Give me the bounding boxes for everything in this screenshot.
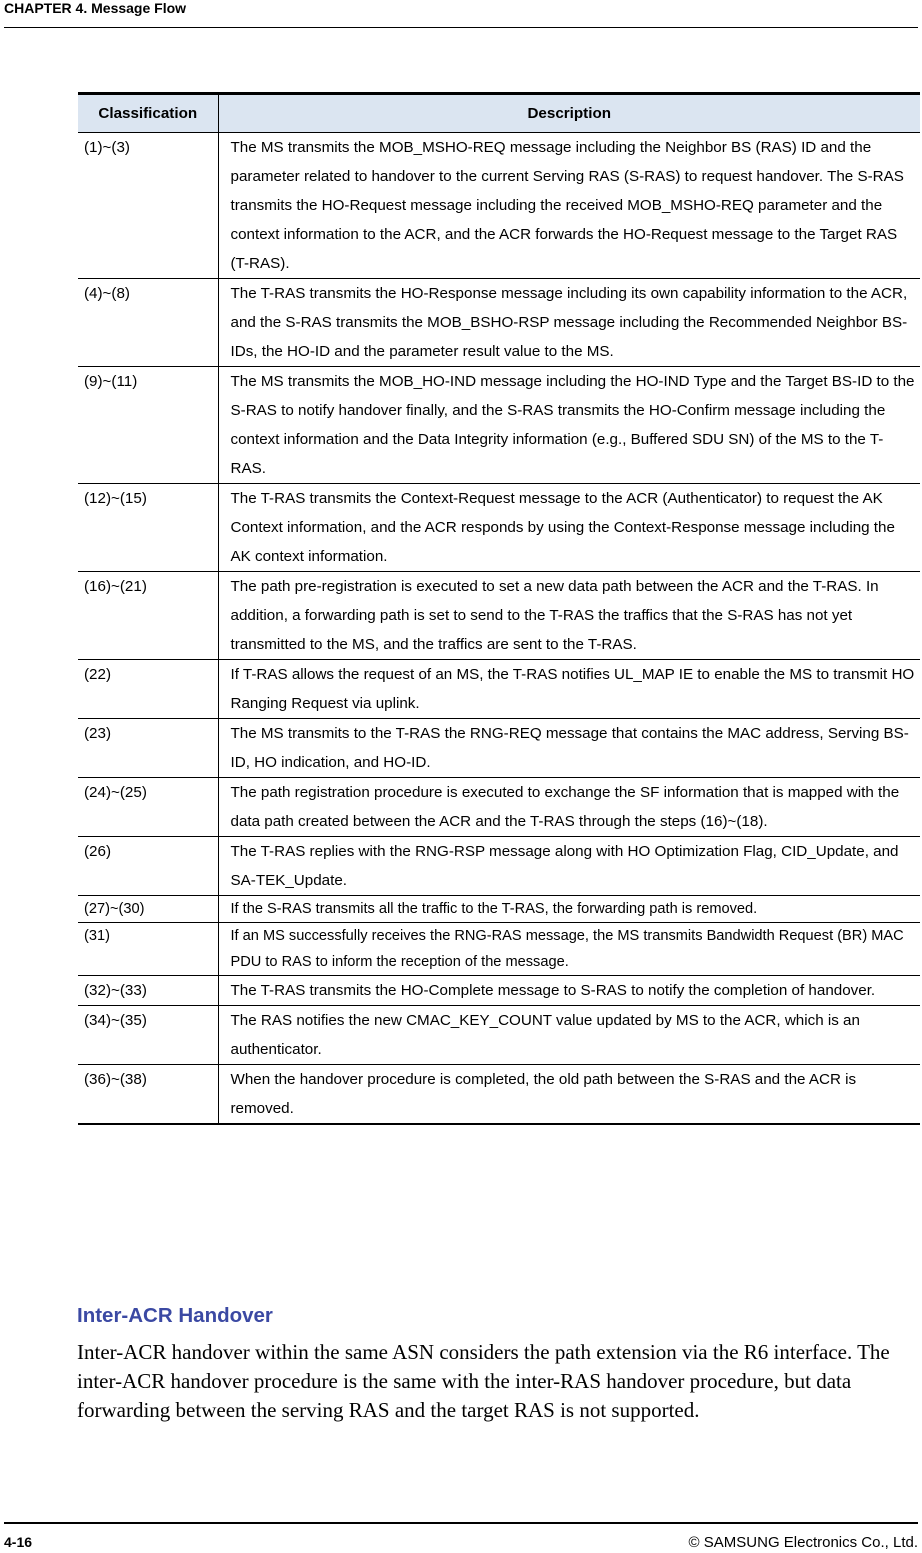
row-classification: (36)~(38): [78, 1065, 218, 1125]
header-classification: Classification: [78, 94, 218, 133]
row-classification: (16)~(21): [78, 572, 218, 660]
copyright: © SAMSUNG Electronics Co., Ltd.: [688, 1534, 918, 1551]
row-classification: (23): [78, 719, 218, 778]
row-classification: (32)~(33): [78, 976, 218, 1006]
message-flow-table: [78, 92, 920, 1125]
row-classification: (22): [78, 660, 218, 719]
row-classification: (27)~(30): [78, 896, 218, 923]
table-row: [78, 660, 920, 719]
page-footer: [4, 1522, 918, 1553]
section-body: Inter-ACR handover within the same ASN considers the path extension via the R6 interface. The inter-ACR handover procedure is the same with the inter-RAS handover procedure, but data forwarding between the serving RAS and the target RAS is not supported.: [77, 1340, 890, 1422]
table-row: [78, 279, 920, 367]
table-row: [78, 837, 920, 896]
row-description: The RAS notifies the new CMAC_KEY_COUNT value updated by MS to the ACR, which is an authenticator.: [218, 1006, 920, 1065]
table-row: [78, 1065, 920, 1125]
table-row: [78, 896, 920, 923]
chapter-header: [4, 0, 918, 28]
section-heading: Inter-ACR Handover: [77, 1304, 273, 1327]
table-row: [78, 367, 920, 484]
row-description: When the handover procedure is completed, the old path between the S-RAS and the ACR is removed.: [230, 1071, 857, 1117]
row-description: The MS transmits the MOB_MSHO-REQ message including the Neighbor BS (RAS) ID and the parameter related to handover to the current Serving RAS (S-RAS) to request handover. The S-RAS transmits the HO-Request message including the received MOB_MSHO-REQ parameter and the context information to the ACR, and the ACR forwards the HO-Request message to the Target RAS (T-RAS).: [218, 133, 920, 279]
header-description: Description: [218, 94, 920, 133]
chapter-title: CHAPTER 4. Message Flow: [4, 0, 187, 16]
row-classification: (12)~(15): [78, 484, 218, 572]
row-classification: (24)~(25): [78, 778, 218, 837]
row-description: The T-RAS transmits the Context-Request message to the ACR (Authenticator) to request the AK Context information, and the ACR responds by using the Context-Response message including the AK context information.: [218, 484, 920, 572]
row-description: If T-RAS allows the request of an MS, the T-RAS notifies UL_MAP IE to enable the MS to transmit HO Ranging Request via uplink.: [218, 660, 920, 719]
row-classification: (9)~(11): [78, 367, 218, 484]
row-description: The path pre-registration is executed to set a new data path between the ACR and the T-RAS. In addition, a forwarding path is set to send to the T-RAS the traffics that the S-RAS has not yet transmitted to the MS, and the traffics are sent to the T-RAS.: [218, 572, 920, 660]
row-description: If the S-RAS transmits all the traffic to the T-RAS, the forwarding path is removed.: [218, 896, 920, 923]
table-row: [78, 572, 920, 660]
row-classification: (1)~(3): [78, 133, 218, 279]
table-row: [78, 484, 920, 572]
row-classification: (31): [78, 923, 218, 976]
row-classification: (34)~(35): [78, 1006, 218, 1065]
row-description: The T-RAS replies with the RNG-RSP message along with HO Optimization Flag, CID_Update, and SA-TEK_Update.: [218, 837, 920, 896]
row-description: The T-RAS transmits the HO-Response message including its own capability information to the ACR, and the S-RAS transmits the MOB_BSHO-RSP message including the Recommended Neighbor BS-IDs, the HO-ID and the parameter result value to the MS.: [218, 279, 920, 367]
table-row: [78, 1006, 920, 1065]
table-row: [78, 976, 920, 1006]
row-description: If an MS successfully receives the RNG-RAS message, the MS transmits Bandwidth Request (BR) MAC PDU to RAS to inform the reception of the message.: [218, 923, 920, 976]
row-description: The MS transmits the MOB_HO-IND message including the HO-IND Type and the Target BS-ID to the S-RAS to notify handover finally, and the S-RAS transmits the HO-Confirm message including the context information and the Data Integrity information (e.g., Buffered SDU SN) of the MS to the T-RAS.: [218, 367, 920, 484]
table-row: [78, 778, 920, 837]
table-header-row: [78, 94, 920, 133]
row-description: The path registration procedure is executed to exchange the SF information that is mapped with the data path created between the ACR and the T-RAS through the steps (16)~(18).: [218, 778, 920, 837]
page-number: 4-16: [4, 1534, 33, 1550]
table-row: [78, 719, 920, 778]
row-description: The T-RAS transmits the HO-Complete message to S-RAS to notify the completion of handover.: [218, 976, 920, 1006]
table-row: [78, 133, 920, 279]
row-description: The MS transmits to the T-RAS the RNG-REQ message that contains the MAC address, Serving BS-ID, HO indication, and HO-ID.: [218, 719, 920, 778]
row-classification: (26): [78, 837, 218, 896]
row-classification: (4)~(8): [78, 279, 218, 367]
table-row: [78, 923, 920, 976]
